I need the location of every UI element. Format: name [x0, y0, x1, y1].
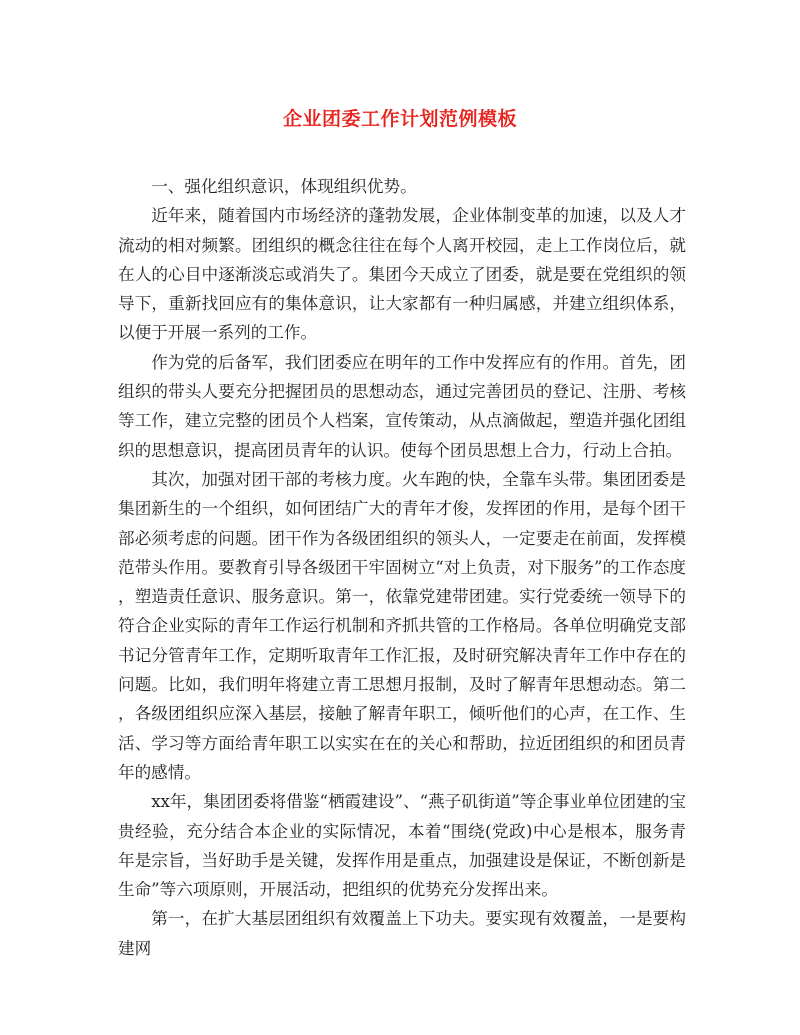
document-body — [118, 172, 686, 963]
body-paragraph: xx年，集团团委将借鉴“栖霞建设”、“燕子矶街道”等企事业单位团建的宝贵经验，充分结合本企业的实际情况，本着“围绕(党政)中心是根本，服务青年是宗旨，当好助手是关键，发挥作用是重点，加强建设是保证，不断创新是生命”等六项原则，开展活动，把组织的优势充分发挥出来。 — [118, 792, 686, 900]
body-paragraph: 近年来，随着国内市场经济的蓬勃发展，企业体制变革的加速，以及人才流动的相对频繁。团组织的概念往往在每个人离开校园，走上工作岗位后，就在人的心目中逐渐淡忘或消失了。集团今天成立了团委，就是要在党组织的领导下，重新找回应有的集体意识，让大家都有一种归属感，并建立组织体系，以便于开展一系列的工作。 — [118, 206, 686, 343]
body-paragraph: 其次，加强对团干部的考核力度。火车跑的快，全靠车头带。集团团委是集团新生的一个组织，如何团结广大的青年才俊，发挥团的作用，是每个团干部必须考虑的问题。团干作为各级团组织的领头人，一定要走在前面，发挥模范带头作用。要教育引导各级团干牢固树立“对上负责，对下服务”的工作态度，塑造责任意识、服务意识。第一，依靠党建带团建。实行党委统一领导下的符合企业实际的青年工作运行机制和齐抓共管的工作格局。各单位明确党支部书记分管青年工作，定期听取青年工作汇报，及时研究解决青年工作中存在的问题。比如，我们明年将建立青工思想月报制，及时了解青年思想动态。第二，各级团组织应深入基层，接触了解青年职工，倾听他们的心声，在工作、生活、学习等方面给青年职工以实实在在的关心和帮助，拉近团组织的和团员青年的感情。 — [118, 469, 686, 782]
body-paragraph: 第一，在扩大基层团组织有效覆盖上下功夫。要实现有效覆盖，一是要构建网 — [118, 909, 686, 958]
document-title: 企业团委工作计划范例模板 — [282, 108, 517, 130]
body-paragraph: 作为党的后备军，我们团委应在明年的工作中发挥应有的作用。首先，团组织的带头人要充分把握团员的思想动态，通过完善团员的登记、注册、考核等工作，建立完整的团员个人档案，宣传策动，从点滴做起，塑造并强化团组织的思想意识，提高团员青年的认识。使每个团员思想上合力，行动上合拍。 — [118, 352, 686, 460]
section-heading-paragraph: 一、强化组织意识，体现组织优势。 — [151, 177, 417, 196]
